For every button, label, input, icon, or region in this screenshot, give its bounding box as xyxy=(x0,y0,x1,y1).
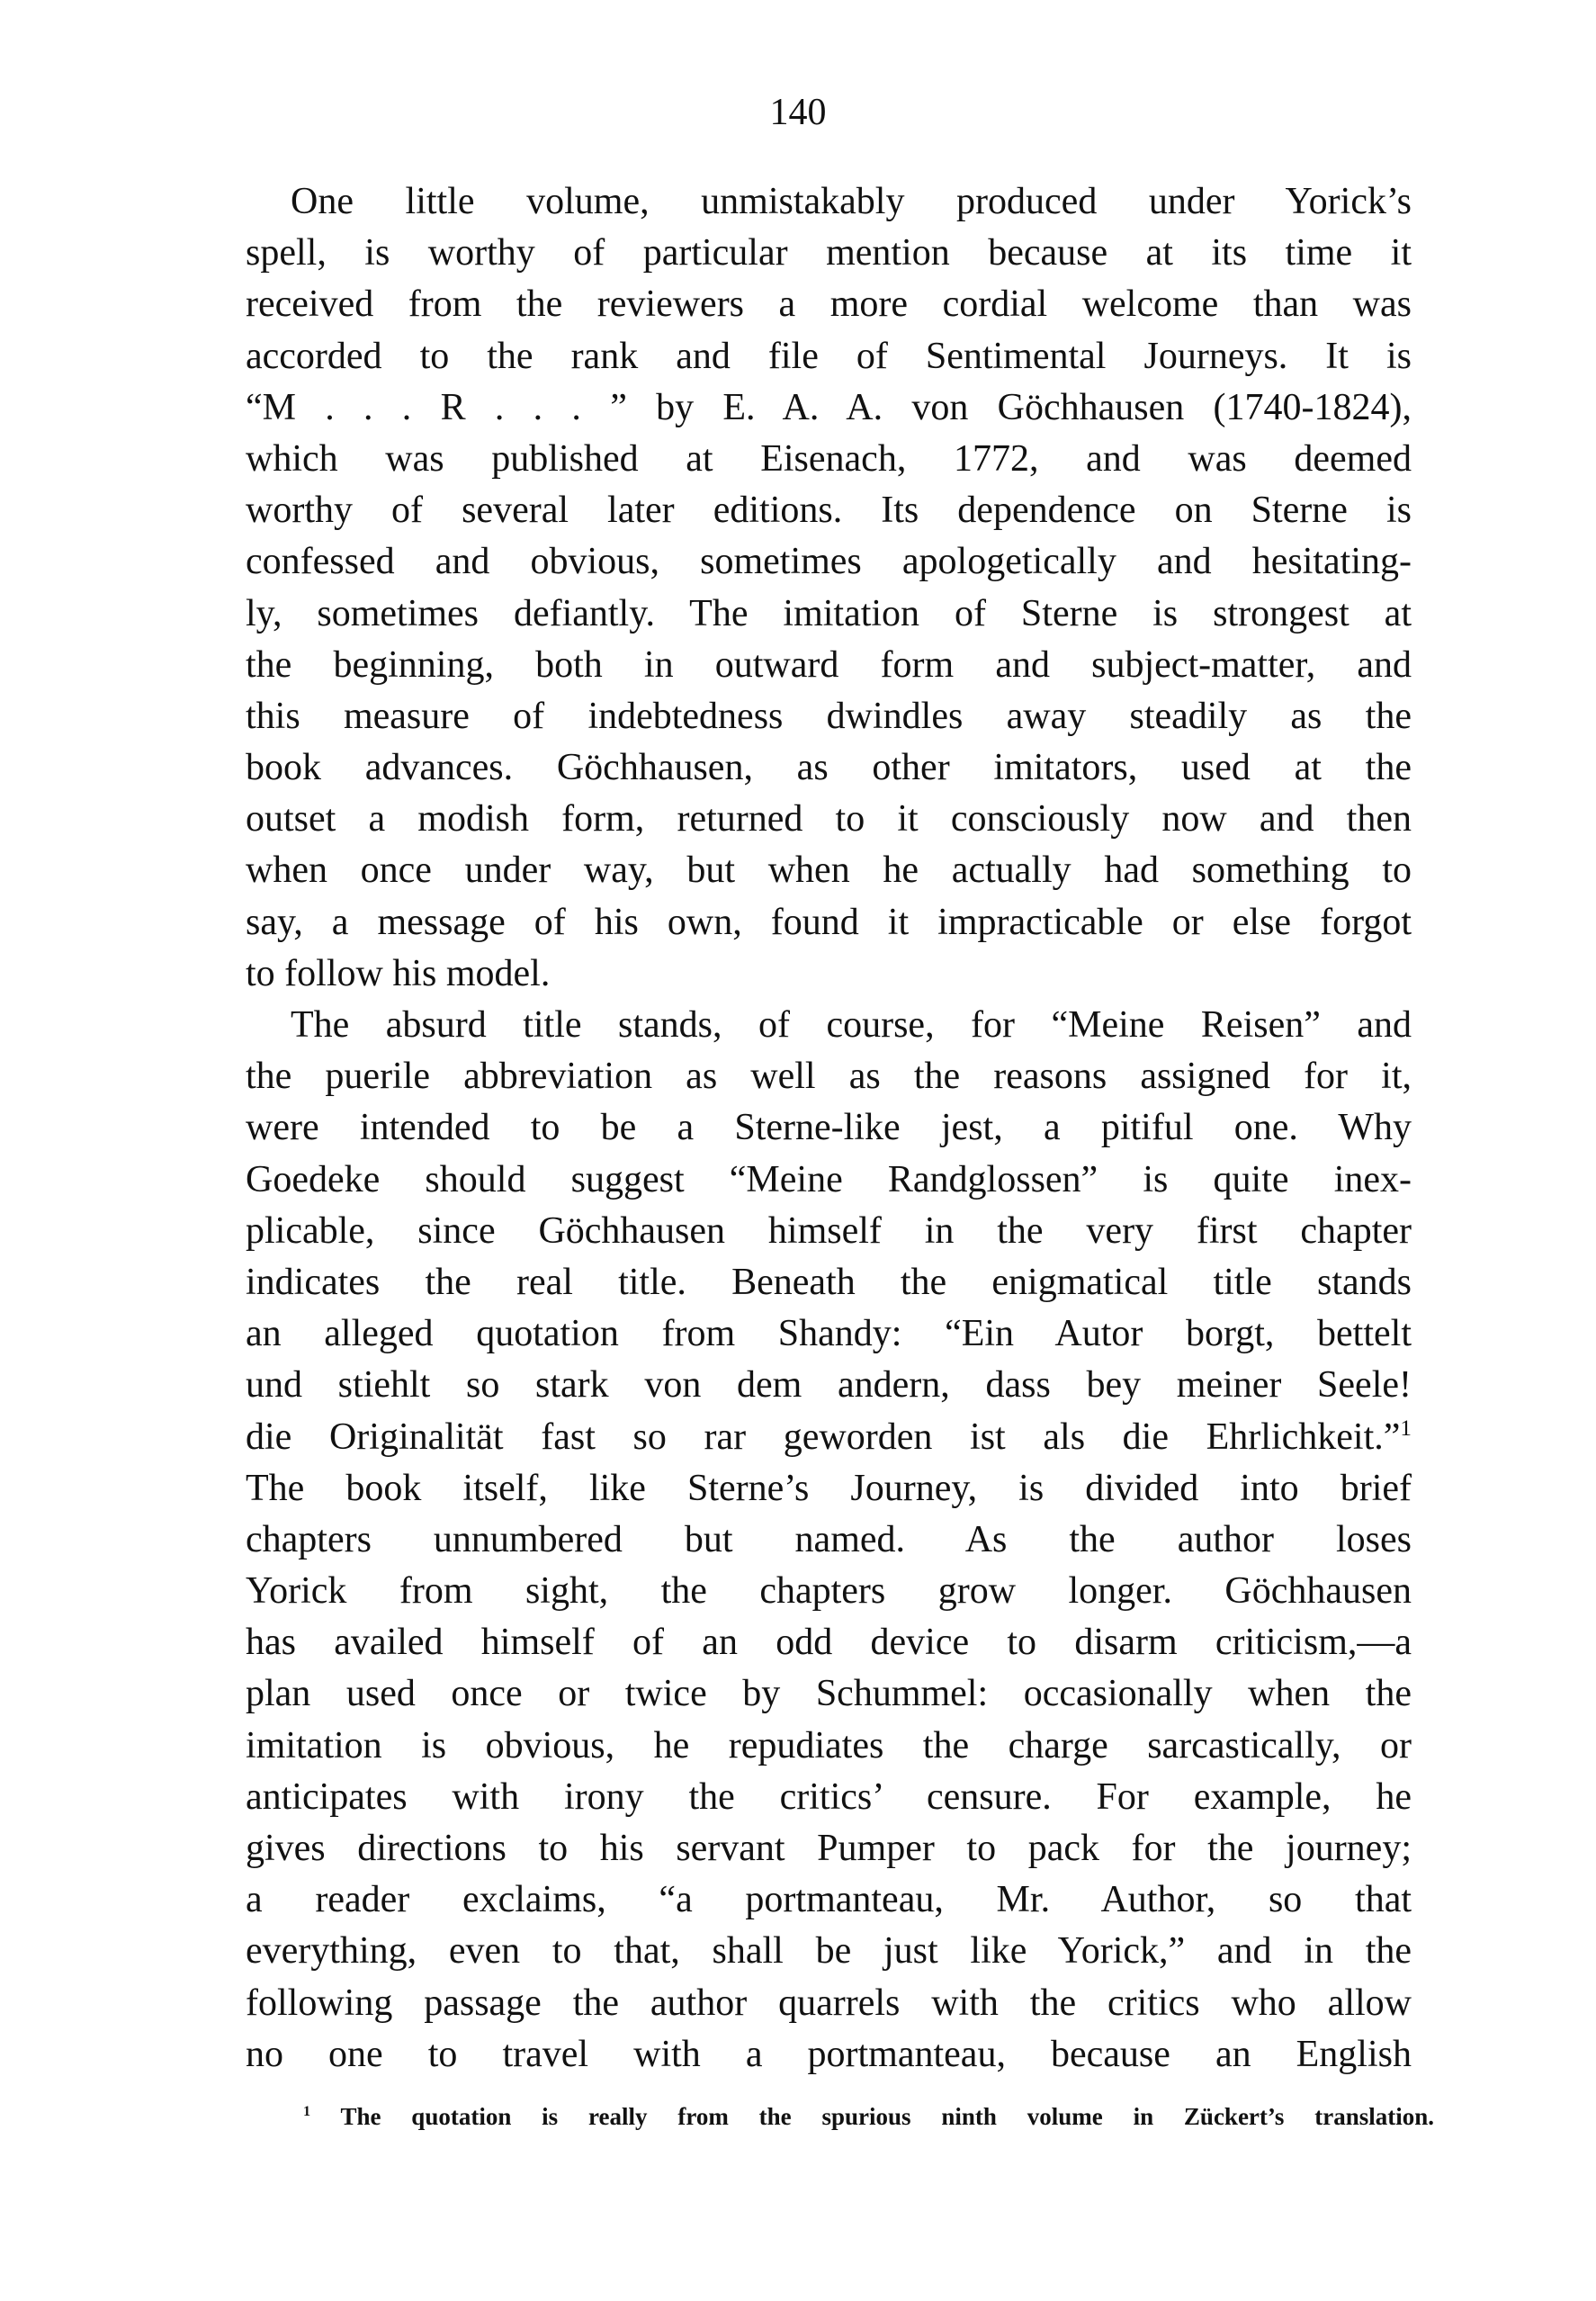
footnote-text: The quotation is really from the spurious ninth volume in Zückert’s translation. xyxy=(340,2103,1435,2130)
text-line: book advances. Göchhausen, as other imitators, used at the xyxy=(246,747,1412,789)
footnote xyxy=(303,2100,1434,2133)
text-line: The book itself, like Sterne’s Journey, is divided into brief xyxy=(246,1467,1412,1509)
text-line: worthy of several later editions. Its dependence on Sterne is xyxy=(246,490,1412,532)
text-line: Yorick from sight, the chapters grow longer. Göchhausen xyxy=(246,1570,1412,1613)
text-line: to follow his model. xyxy=(246,952,551,994)
text-line: The absurd title stands, of course, for “Meine Reisen” and xyxy=(291,1004,1412,1046)
body-text xyxy=(246,176,1412,2081)
text-line: chapters unnumbered but named. As the author loses xyxy=(246,1518,1412,1560)
text-line: received from the reviewers a more cordial welcome than was xyxy=(246,283,1412,326)
footnote-marker: 1 xyxy=(303,2103,311,2119)
page-number: 140 xyxy=(769,92,827,133)
text-line: an alleged quotation from Shandy: “Ein Autor borgt, bettelt xyxy=(246,1313,1412,1355)
text-line: plan used once or twice by Schummel: occasionally when the xyxy=(246,1673,1412,1715)
text-line: anticipates with irony the critics’ censure. For example, he xyxy=(246,1775,1412,1818)
text-line: confessed and obvious, sometimes apologetically and hesitating- xyxy=(246,541,1412,583)
text-line: a reader exclaims, “a portmanteau, Mr. Author, so that xyxy=(246,1879,1412,1921)
text-line: ly, sometimes defiantly. The imitation of Sterne is strongest at xyxy=(246,592,1412,634)
text-line: spell, is worthy of particular mention because at its time it xyxy=(246,232,1412,274)
text-line: outset a modish form, returned to it consciously now and then xyxy=(246,798,1412,840)
text-line: Goedeke should suggest “Meine Randglossen” is quite inex- xyxy=(246,1158,1412,1200)
text-line: imitation is obvious, he repudiates the charge sarcastically, or xyxy=(246,1724,1412,1766)
paragraph xyxy=(246,1000,1412,2081)
text-line: has availed himself of an odd device to disarm criticism,—a xyxy=(246,1622,1412,1664)
text-line: the puerile abbreviation as well as the reasons assigned for it, xyxy=(246,1056,1412,1098)
text-line: “M . . . R . . . ” by E. A. A. von Göchhausen (1740-1824), xyxy=(246,386,1412,428)
text-line: no one to travel with a portmanteau, because an English xyxy=(246,2033,1412,2075)
text-line: plicable, since Göchhausen himself in the very first chapter xyxy=(246,1209,1412,1252)
text-line: everything, even to that, shall be just like Yorick,” and in the xyxy=(246,1930,1412,1973)
text-line: indicates the real title. Beneath the enigmatical title stands xyxy=(246,1261,1412,1303)
text-line: following passage the author quarrels with the critics who allow xyxy=(246,1982,1412,2024)
text-line: this measure of indebtedness dwindles away steadily as the xyxy=(246,695,1412,737)
text-line: which was published at Eisenach, 1772, and was deemed xyxy=(246,437,1412,480)
text-line: und stiehlt so stark von dem andern, dass bey meiner Seele! xyxy=(246,1364,1412,1407)
text-line: One little volume, unmistakably produced under Yorick’s xyxy=(291,181,1412,222)
text-line: say, a message of his own, found it impracticable or else forgot xyxy=(246,901,1412,943)
paragraph xyxy=(246,176,1412,1000)
text-line: accorded to the rank and file of Sentimental Journeys. It is xyxy=(246,335,1412,377)
footnote-reference: 1 xyxy=(1400,1416,1412,1441)
text-line: die Originalität fast so rar geworden ist als die Ehrlichkeit.”$^1$ xyxy=(246,1416,1412,1458)
text-line: were intended to be a Sterne-like jest, a pitiful one. Why xyxy=(246,1107,1412,1149)
text-line: gives directions to his servant Pumper to pack for the journey; xyxy=(246,1828,1412,1869)
text-line: when once under way, but when he actually had something to xyxy=(246,849,1412,892)
text-line: the beginning, both in outward form and subject-matter, and xyxy=(246,643,1412,686)
